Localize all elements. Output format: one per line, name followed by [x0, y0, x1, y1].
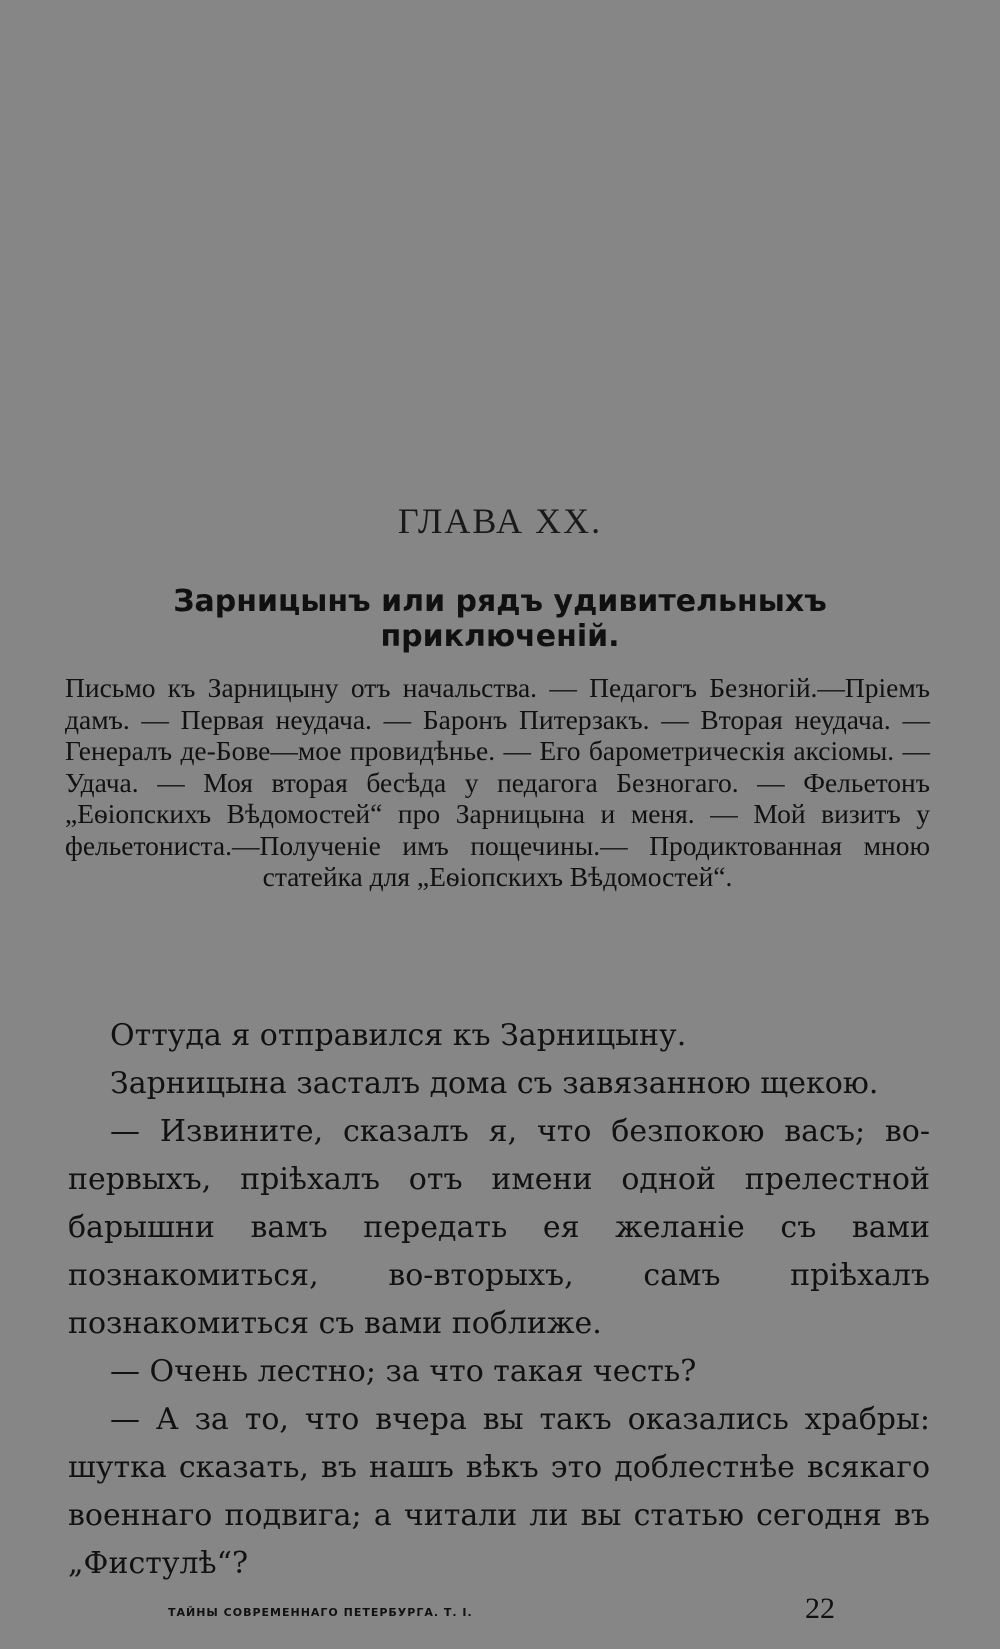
chapter-summary: Письмо къ Зарницыну отъ начальства. — Педагогъ Безногій.—Пріемъ дамъ. — Первая неудача. — Баронъ Питерзакъ. — Вторая неудача. — Генералъ де-Бове—мое провидѣнье. — Его барометрическія аксіомы. — Удача. — Моя вторая бесѣда у педагога Безногаго. — Фельетонъ „Еѳіопскихъ Вѣдомостей“ про Зарницына и меня. — Мой визитъ у фельетониста.—Полученіе имъ пощечины.— Продиктованная мною статейка для „Еѳіопскихъ Вѣдомостей“. [65, 672, 930, 892]
paragraph: — Извините, сказалъ я, что безпокою васъ; во-первыхъ, пріѣхалъ отъ имени одной прелестной барышни вамъ передать ея желаніе съ вами познакомиться, во-вторыхъ, самъ пріѣхалъ познакомиться съ вами поближе. [68, 1114, 930, 1341]
body-text [68, 1012, 930, 1588]
printer-signature: ТАЙНЫ СОВРЕМЕННАГО ПЕТЕРБУРГА. Т. I. [168, 1606, 473, 1619]
paragraph: — Очень лестно; за что такая честь? [110, 1354, 697, 1389]
chapter-subtitle: Зарницынъ или рядъ удивительныхъ приключеній. [173, 584, 827, 654]
paragraph: Зарницына засталъ дома съ завязанною щекою. [110, 1066, 879, 1101]
paragraph: — А за то, что вчера вы такъ оказались храбры: шутка сказать, въ нашъ вѣкъ это доблестнѣе всякаго военнаго подвига; а читали ли вы статью сегодня въ „Фистулѣ“? [68, 1402, 930, 1581]
paragraph: Оттуда я отправился къ Зарницыну. [110, 1018, 687, 1053]
page-number: 22 [805, 1592, 835, 1625]
chapter-title: ГЛАВА XX. [397, 501, 603, 541]
